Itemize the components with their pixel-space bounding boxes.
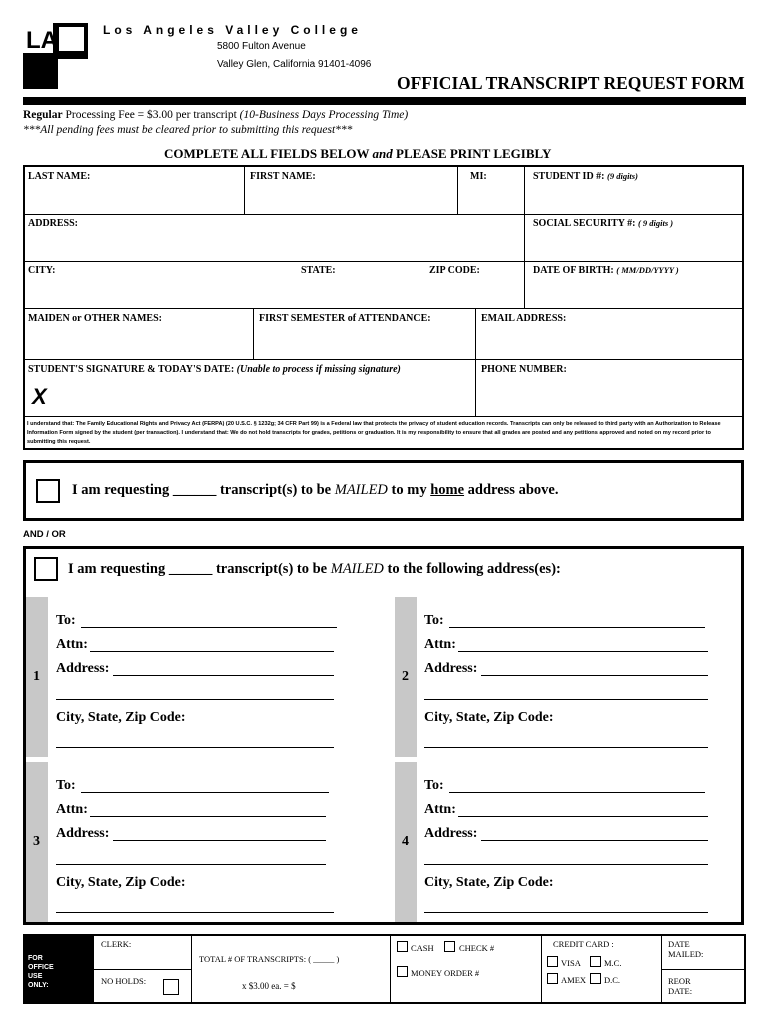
phone-field[interactable] [477,360,742,415]
student-id-field[interactable] [526,167,742,213]
city-state-zip-field[interactable] [56,912,334,913]
block-number: 1 [33,669,40,684]
office-row-line [94,969,191,970]
instructions-pre: COMPLETE ALL FIELDS BELOW [164,146,373,161]
grid-col-line [253,308,254,359]
student-id-hint: (9 digits) [607,171,638,181]
home-request-checkbox[interactable] [36,479,60,503]
total-transcripts-label: TOTAL # OF TRANSCRIPTS: ( _____ ) [199,954,340,964]
form-title: OFFICIAL TRANSCRIPT REQUEST FORM [397,73,745,93]
office-use-line: USE [28,973,43,980]
city-state-zip-field[interactable] [424,747,708,748]
visa-label: VISA [561,958,581,968]
last-name-field[interactable] [25,167,243,213]
no-holds-checkbox[interactable] [163,979,179,995]
home-request-mid: to my [387,482,431,498]
ferpa-statement: I understand that: The Family Educational Rights and Privacy Act (FERPA) (20 U.S.C. § 1232g; 34 CFR Part 99) is a Federal law that protects the privacy of student education records. Transcripts can only be released to third party with an Authorization to Release Information Form signed by the student (per transaction). I understand that: We do not hold transcripts for grades, petitions or graduation. It is my responsibility to ensure that all grades are posted and any petitions approved and noted on my record prior to submitting this request. [27,421,721,445]
email-field[interactable] [477,309,742,358]
first-name-label: FIRST NAME: [250,171,316,182]
signature-x-mark: X [32,384,47,409]
address-field[interactable] [113,840,326,841]
other-request-box [23,546,744,925]
city-label: CITY: [28,265,56,276]
city-state-zip-field[interactable] [424,912,708,913]
fee-line [23,109,408,121]
city-state-zip-label: City, State, Zip Code: [56,875,186,890]
other-request-checkbox[interactable] [34,557,58,581]
cash-checkbox[interactable] [397,941,408,952]
dob-text: DATE OF BIRTH: [533,265,614,276]
address-label: Address: [424,661,478,676]
address-field-2[interactable] [424,864,708,865]
maiden-label: MAIDEN or OTHER NAMES: [28,313,162,324]
college-logo [23,23,94,91]
home-request-text [72,482,558,499]
date-mailed-line: MAILED: [668,949,704,959]
attn-label: Attn: [56,637,88,652]
to-label: To: [424,778,444,793]
check-label: CHECK # [459,943,495,953]
office-use-line: FOR [28,955,43,962]
address-label: Address: [424,826,478,841]
office-row-line [661,969,745,970]
credit-card-label: CREDIT CARD : [553,939,614,949]
home-request-post: address above. [464,482,559,498]
office-col-line [191,935,192,1003]
college-street: 5800 Fulton Avenue [217,41,306,52]
ssn-text: SOCIAL SECURITY #: [533,218,636,229]
money-order-label: MONEY ORDER # [411,968,480,978]
dc-label: D.C. [604,975,621,985]
address-field[interactable] [113,675,334,676]
address-label: Address: [56,661,110,676]
dob-field[interactable] [526,262,742,307]
grid-col-line [244,165,245,214]
attn-field[interactable] [90,816,326,817]
fee-regular: Regular [23,109,63,121]
address-field[interactable] [25,215,523,260]
block-number: 3 [33,834,40,849]
grid-col-line [475,308,476,416]
fee-notice: ***All pending fees must be cleared prior to submitting this request*** [23,124,353,136]
instructions-post: PLEASE PRINT LEGIBLY [392,146,552,161]
address-label: ADDRESS: [28,218,79,229]
mi-label: MI: [470,171,487,182]
logo-icon [23,23,94,91]
dob-hint: ( MM/DD/YYYY ) [616,265,679,275]
to-field[interactable] [449,627,705,628]
grid-col-line [524,165,525,308]
to-field[interactable] [81,792,329,793]
home-request-pre: I am requesting ______ transcript(s) to be [72,482,335,498]
to-label: To: [424,613,444,628]
attn-label: Attn: [56,802,88,817]
visa-checkbox[interactable] [547,956,558,967]
to-field[interactable] [449,792,705,793]
attn-field[interactable] [90,651,334,652]
block-number: 4 [402,834,409,849]
email-label: EMAIL ADDRESS: [481,313,567,324]
address-field-2[interactable] [56,864,326,865]
logo-la: LA [26,27,58,54]
office-use-line: OFFICE [28,964,54,971]
office-use-label [28,954,54,990]
mc-label: M.C. [604,958,622,968]
instructions [164,146,551,162]
home-request-home: home [430,482,465,498]
clerk-label: CLERK: [101,939,132,949]
money-order-checkbox[interactable] [397,966,408,977]
cash-label: CASH [411,943,434,953]
amex-label: AMEX [561,975,587,985]
fee-text: Processing Fee = $3.00 per transcript [62,109,240,121]
office-use-line: ONLY: [28,982,49,989]
ssn-field[interactable] [526,215,742,260]
city-state-zip-label: City, State, Zip Code: [424,710,554,725]
address-field-2[interactable] [424,699,708,700]
zip-label: ZIP CODE: [429,265,480,276]
student-id-text: STUDENT ID #: [533,171,605,182]
signature-text: STUDENT'S SIGNATURE & TODAY'S DATE: [28,364,235,375]
fee-multiply-label: x $3.00 ea. = $ [242,981,296,991]
state-label: STATE: [301,265,336,276]
city-state-zip-label: City, State, Zip Code: [424,875,554,890]
zip-field[interactable] [420,262,523,307]
grid-row-line [23,416,744,417]
attn-field[interactable] [458,651,708,652]
fee-time: (10-Business Days Processing Time) [239,109,409,121]
mc-checkbox[interactable] [590,956,601,967]
attn-label: Attn: [424,802,456,817]
date-mailed-line: DATE [668,939,690,949]
no-holds-label: NO HOLDS: [101,976,147,986]
signature-field[interactable] [25,360,474,415]
address-field-2[interactable] [56,699,334,700]
office-col-line [390,935,391,1003]
to-label: To: [56,778,76,793]
title-rule [23,97,746,105]
grid-col-line [457,165,458,214]
signature-hint: (Unable to process if missing signature) [236,364,401,375]
to-label: To: [56,613,76,628]
reor-date-line: REOR [668,976,691,986]
other-request-mailed: MAILED [330,561,384,577]
date-mailed-label [668,939,703,959]
other-request-text [68,561,561,578]
reor-date-label [668,976,692,996]
block-number: 2 [402,669,409,684]
phone-label: PHONE NUMBER: [481,364,567,375]
to-field[interactable] [81,627,337,628]
mi-field[interactable] [459,167,523,213]
last-name-label: LAST NAME: [28,171,91,182]
maiden-field[interactable] [25,309,252,358]
attn-field[interactable] [458,816,708,817]
city-field[interactable] [25,262,295,307]
first-semester-field[interactable] [255,309,474,358]
college-city: Valley Glen, California 91401-4096 [217,59,372,70]
home-request-mailed: MAILED [334,482,388,498]
address-label: Address: [56,826,110,841]
city-state-zip-label: City, State, Zip Code: [56,710,186,725]
and-or-label: AND / OR [23,529,66,540]
instructions-and: and [372,146,393,161]
address-field[interactable] [481,675,708,676]
first-semester-label: FIRST SEMESTER of ATTENDANCE: [259,313,431,324]
check-checkbox[interactable] [444,941,455,952]
first-name-field[interactable] [246,167,456,213]
ssn-hint: ( 9 digits ) [637,218,674,228]
amex-checkbox[interactable] [547,973,558,984]
address-field[interactable] [481,840,708,841]
logo-vc: VC [60,64,94,91]
state-field[interactable] [297,262,417,307]
other-request-post: to the following address(es): [383,561,561,577]
college-name: Los Angeles Valley College [103,23,362,37]
other-request-pre: I am requesting ______ transcript(s) to be [68,561,331,577]
dc-checkbox[interactable] [590,973,601,984]
city-state-zip-field[interactable] [56,747,334,748]
office-col-line [541,935,542,1003]
reor-date-line: DATE: [668,986,693,996]
attn-label: Attn: [424,637,456,652]
